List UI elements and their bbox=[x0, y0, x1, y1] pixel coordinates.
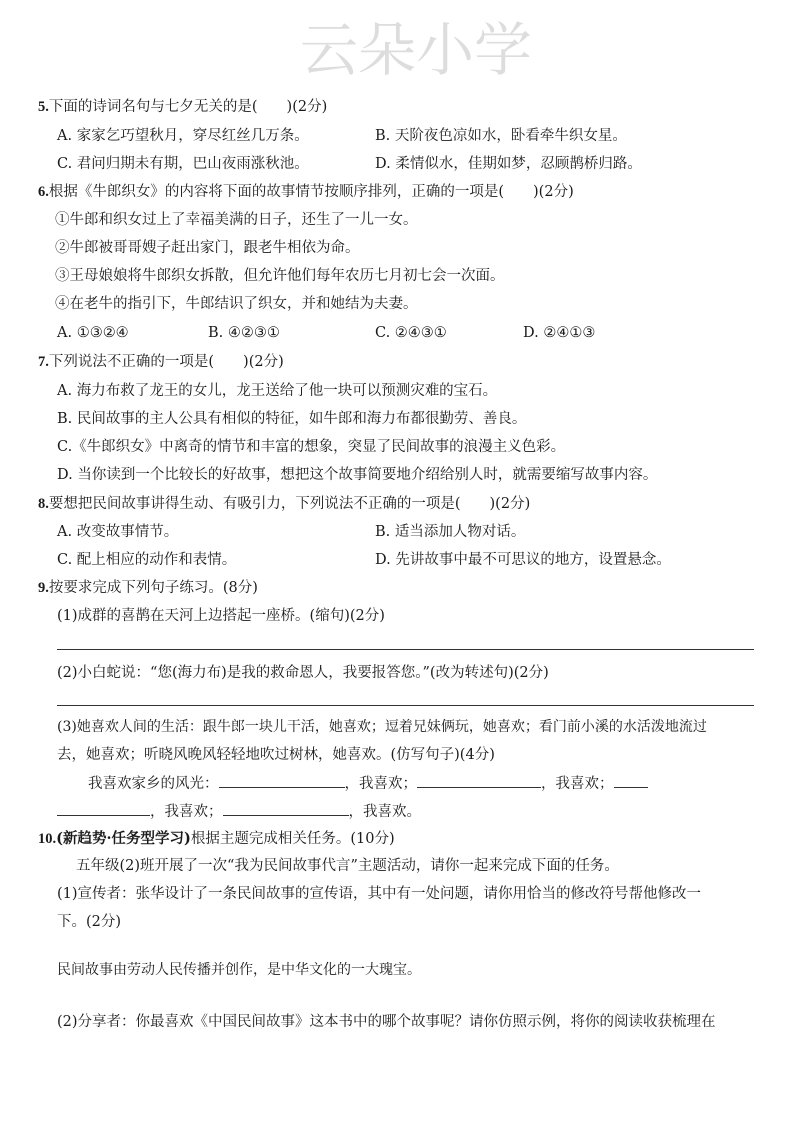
fill-sep: ，我喜欢； bbox=[541, 776, 614, 792]
answer-line-2[interactable] bbox=[57, 705, 754, 706]
q6-option-d: D. ②④①③ bbox=[523, 325, 596, 341]
q8-option-d: D. 先讲故事中最不可思议的地方，设置悬念。 bbox=[375, 552, 671, 568]
fill-blank-1[interactable] bbox=[219, 773, 345, 788]
q6-event-3: ③王母娘娘将牛郎织女拆散，但允许他们每年农历七月初七会一次面。 bbox=[55, 268, 505, 284]
q10-stem bbox=[38, 829, 395, 849]
question-number: 9. bbox=[38, 580, 49, 596]
question-text: 根据主题完成相关任务。(10分) bbox=[190, 831, 395, 847]
q10-part1-line2: 下。(2分) bbox=[57, 914, 122, 930]
fill-blank-3-cont[interactable] bbox=[57, 801, 150, 816]
q5-stem bbox=[38, 97, 327, 117]
question-number: 5. bbox=[38, 99, 49, 115]
q8-option-b: B. 适当添加人物对话。 bbox=[375, 524, 526, 540]
q10-part2: (2)分享者：你最喜欢《中国民间故事》这本书中的哪个故事呢？请你仿照示例，将你的阅读收获梳理在 bbox=[57, 1014, 716, 1030]
q6-option-c: C. ②④③① bbox=[375, 325, 447, 341]
q7-option-b: B. 民间故事的主人公具有相似的特征，如牛郎和海力布都很勤劳、善良。 bbox=[57, 411, 527, 427]
question-text: 要想把民间故事讲得生动、有吸引力，下列说法不正确的一项是( )(2分) bbox=[48, 496, 531, 512]
q6-stem bbox=[38, 182, 574, 202]
q9-part1: (1)成群的喜鹊在天河上边搭起一座桥。(缩句)(2分) bbox=[57, 608, 385, 624]
q7-option-d: D. 当你读到一个比较长的好故事，想把这个故事简要地介绍给别人时，就需要缩写故事内容。 bbox=[57, 467, 658, 483]
q6-event-4: ④在老牛的指引下，牛郎结识了织女，并和她结为夫妻。 bbox=[55, 296, 418, 312]
q5-option-d: D. 柔情似水，佳期如梦，忍顾鹊桥归路。 bbox=[375, 156, 642, 172]
q8-option-c: C. 配上相应的动作和表情。 bbox=[57, 552, 237, 568]
q9-fill-line2 bbox=[57, 801, 421, 822]
question-text: 下面的诗词名句与七夕无关的是( )(2分) bbox=[48, 99, 328, 115]
q8-stem bbox=[38, 494, 530, 514]
q6-event-2: ②牛郎被哥哥嫂子赶出家门，跟老牛相依为命。 bbox=[55, 240, 360, 256]
q10-slogan: 民间故事由劳动人民传播并创作，是中华文化的一大瑰宝。 bbox=[57, 962, 421, 978]
q5-option-a: A. 家家乞巧望秋月，穿尽红丝几万条。 bbox=[57, 128, 309, 144]
q5-option-c: C. 君问归期未有期，巴山夜雨涨秋池。 bbox=[57, 156, 309, 172]
q7-option-c: C.《牛郎织女》中离奇的情节和丰富的想象，突显了民间故事的浪漫主义色彩。 bbox=[57, 439, 566, 455]
q9-stem bbox=[38, 578, 258, 598]
question-text: 根据《牛郎织女》的内容将下面的故事情节按顺序排列，正确的一项是( )(2分) bbox=[48, 184, 574, 200]
question-number: 7. bbox=[38, 354, 49, 370]
q8-option-a: A. 改变故事情节。 bbox=[57, 524, 179, 540]
fill-blank-3[interactable] bbox=[614, 773, 648, 788]
question-tag: (新趋势·任务型学习) bbox=[56, 830, 191, 847]
q10-intro: 五年级(2)班开展了一次“我为民间故事代言”主题活动，请你一起来完成下面的任务。 bbox=[76, 858, 619, 874]
q10-part1-line1: (1)宣传者：张华设计了一条民间故事的宣传语，其中有一处问题，请你用恰当的修改符号帮他修改一 bbox=[57, 886, 702, 902]
question-text: 按要求完成下列句子练习。(8分) bbox=[48, 580, 258, 596]
q6-option-a: A. ①③②④ bbox=[57, 325, 129, 341]
fill-sep: ，我喜欢； bbox=[150, 804, 223, 820]
q7-stem bbox=[38, 352, 284, 372]
fill-sep: ，我喜欢； bbox=[344, 776, 417, 792]
q9-fill-line1 bbox=[88, 773, 648, 794]
question-text: 下列说法不正确的一项是( )(2分) bbox=[48, 354, 284, 370]
question-number: 10. bbox=[38, 831, 57, 847]
fill-lead: 我喜欢家乡的风光： bbox=[88, 776, 219, 792]
answer-line-1[interactable] bbox=[57, 649, 754, 650]
fill-end: ，我喜欢。 bbox=[348, 804, 421, 820]
q9-part3-line2: 去，她喜欢；听晓风晚风轻轻地吹过树林，她喜欢。(仿写句子)(4分) bbox=[57, 747, 495, 763]
q6-option-b: B. ④②③① bbox=[208, 325, 280, 341]
watermark: 云朵小学 bbox=[300, 16, 533, 84]
q5-option-b: B. 天阶夜色凉如水，卧看牵牛织女星。 bbox=[375, 128, 627, 144]
question-number: 6. bbox=[38, 184, 49, 200]
q9-part3-line1: (3)她喜欢人间的生活：跟牛郎一块儿干活，她喜欢；逗着兄妹俩玩，她喜欢；看门前小溪的水活泼地流过 bbox=[57, 719, 707, 735]
fill-blank-4[interactable] bbox=[223, 801, 349, 816]
q7-option-a: A. 海力布救了龙王的女儿，龙王送给了他一块可以预测灾难的宝石。 bbox=[57, 383, 498, 399]
q6-event-1: ①牛郎和织女过上了幸福美满的日子，还生了一儿一女。 bbox=[55, 212, 418, 228]
question-number: 8. bbox=[38, 496, 49, 512]
q9-part2: (2)小白蛇说：“您(海力布)是我的救命恩人，我要报答您。”(改为转述句)(2分) bbox=[57, 665, 549, 681]
fill-blank-2[interactable] bbox=[417, 773, 541, 788]
